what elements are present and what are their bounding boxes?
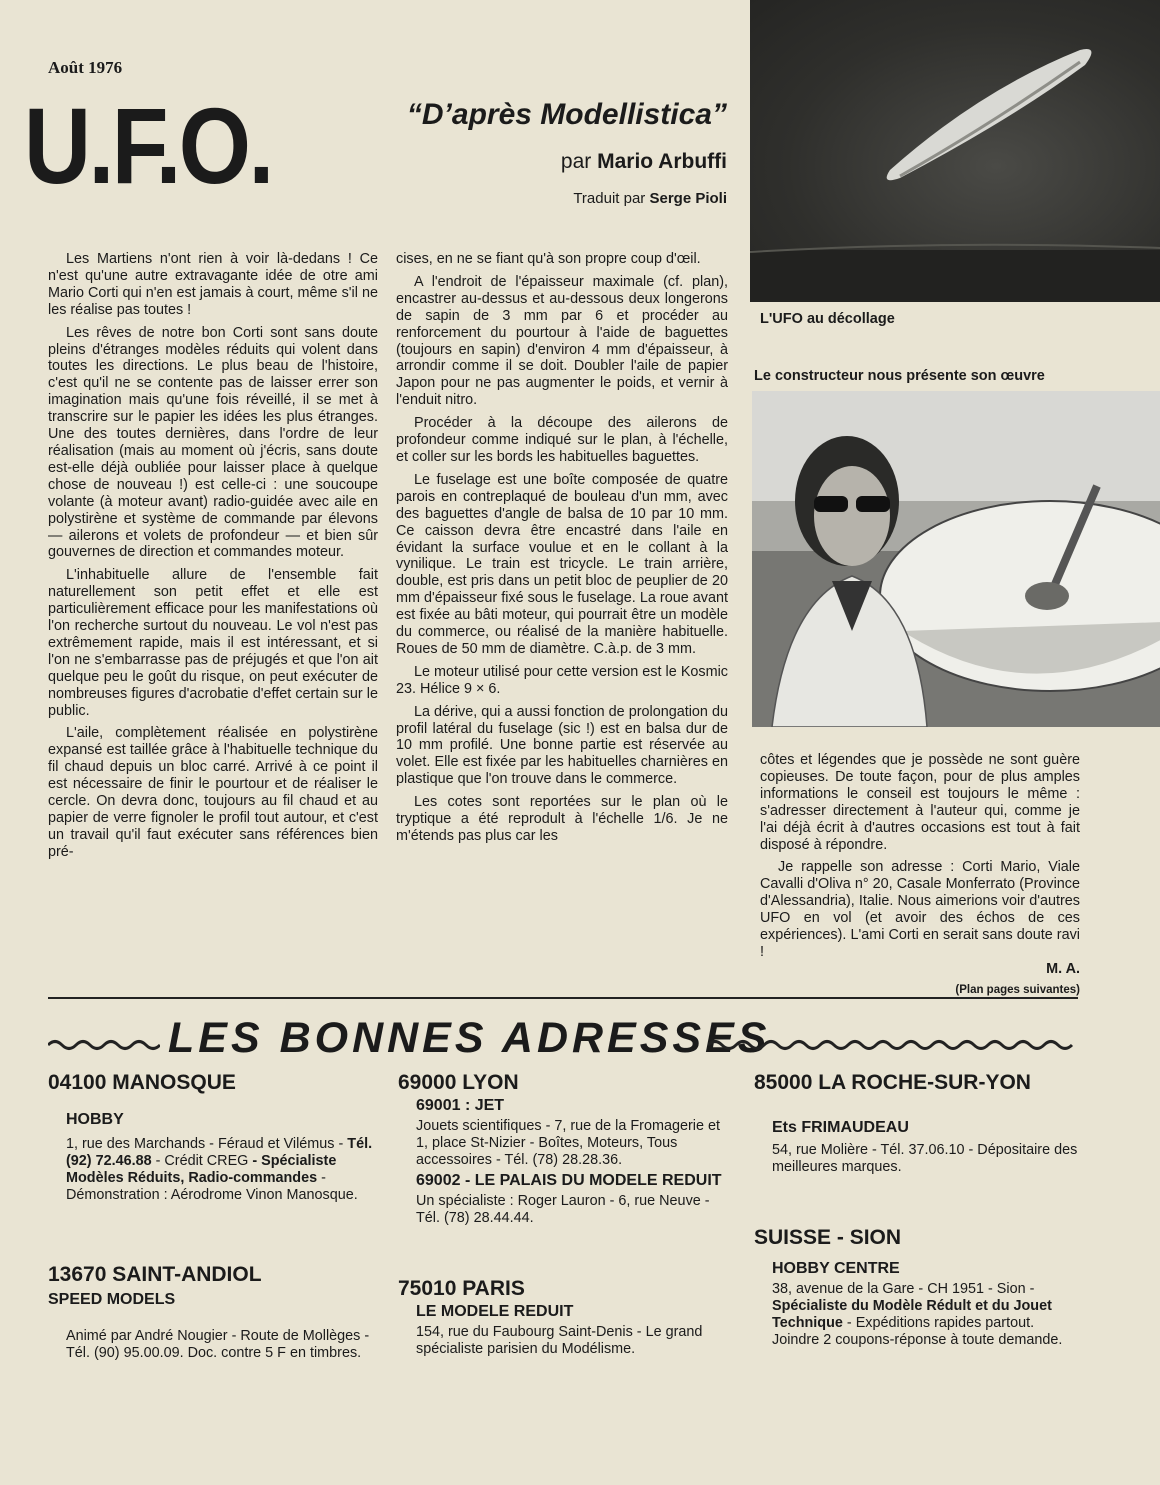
article-column-3 [760, 752, 1080, 1005]
right-wave-ornament [708, 1038, 1078, 1052]
signature: M. A. [1046, 960, 1080, 977]
builder-photo [752, 391, 1160, 727]
translator-line [452, 190, 727, 207]
ad-paris [398, 1276, 728, 1358]
continued-note: (Plan pages suivantes) [955, 983, 1080, 996]
paragraph: Procéder à la découpe des ailerons de profondeur comme indiqué sur le plan, à l'échelle, et coller sur les bords les habituelles baguettes. [396, 415, 728, 465]
paragraph: A l'endroit de l'épaisseur maximale (cf. plan), encastrer au-dessus et au-dessous deux longerons de sapin de 3 mm par 6 et procéder au renforcement du pourtour à l'aide de baguettes (toujours en sapin) d'environ 4 mm d'épaisseur, à arrondir comme il se doit. Doubler l'aile de papier Japon pour ne pas augmenter le poids, et vernir à l'enduit nitro. [396, 273, 728, 409]
paragraph: Je rappelle son adresse : Corti Mario, Viale Cavalli d'Oliva n° 20, Casale Monferrato (Province d'Alessandria), Italie. Nous aimerions voir d'autres UFO en vol (et avoir des échos de ces expériences). L'ami Corti en serait sans doute ravi ! [760, 859, 1080, 960]
article-subtitle: “D’après Modellistica” [406, 98, 727, 131]
translator-name: Serge Pioli [649, 190, 727, 207]
ufo-takeoff-illustration [750, 0, 1160, 302]
paragraph: Les rêves de notre bon Corti sont sans doute pleins d'étranges modèles réduits qui volent dans toutes les directions. Le plus beau de l'histoire, c'est qu'il ne se contente pas de laisser errer son imagination mais qu'une fois réveillé, il se met à transcrire sur le papier les idées les plus étranges. Une des toutes dernières, dans l'ordre de leur réalisation (mais au moment où j'écris, sans doute est-elle déjà oubliée pour laisser place à quelque chose de nouveau !) est celle-ci : une soucoupe volante (à moteur avant) radio-guidée avec aile en polystirène et système de commande par élevons — ailerons et volets de profondeur — et bien sûr gouvernes de direction et commandes moteur. [48, 324, 378, 561]
author-prefix: par [560, 150, 592, 173]
article-column-1 [48, 251, 378, 867]
paragraph: Le moteur utilisé pour cette version est le Kosmic 23. Hélice 9 × 6. [396, 663, 728, 697]
ad-shop: SPEED MODELS [48, 1291, 176, 1308]
ad-manosque [48, 1070, 378, 1204]
paragraph: Le fuselage est une boîte composée de quatre parois en contreplaqué de bouleau d'un mm, avec des baguettes d'angle de balsa de 10 par 10 mm. Ce caisson devra être encastré dans l'aile en évidant la surface voulue et en le collant à la vynilique. Le train est tricycle. Le train arrière, double, est pris dans un petit bloc de peuplier de 20 mm d'épaisseur fixé sous le fuselage. La roue avant est fixée au bâti moteur, qui pourrait être un modèle du commerce, ou réalisé de la manière habituelle. Roues de 50 mm de diamètre. C.à.p. de 3 mm. [396, 471, 728, 657]
photo-caption-takeoff: L'UFO au décollage [760, 311, 895, 327]
ad-saint-andiol [48, 1262, 378, 1362]
ad-body: Un spécialiste : Roger Lauron - 6, rue Neuve - Tél. (78) 28.44.44. [416, 1192, 710, 1226]
paragraph: L'aile, complètement réalisée en polystirène expansé est taillée grâce à l'habituelle technique du fil chaud depuis un bloc carré. Arrivé à ce point il est nécessaire de finir le pourtour et de réaliser le cercle. On devra donc, toujours au fil chaud et au papier de verre fignoler le profil tout autour, et c'est un travail qu'il faut exécuter sans références bien pré- [48, 725, 378, 860]
section-header [48, 1012, 1078, 1068]
ad-sion [754, 1225, 1080, 1349]
ad-shop: Ets FRIMAUDEAU [772, 1119, 909, 1136]
ad-body: Jouets scientifiques - 7, rue de la Fromagerie et 1, place St-Nizier - Boîtes, Moteurs, Tous accessoires - Tél. (78) 28.28.36. [416, 1118, 720, 1168]
ad-shop: LE MODELE REDUIT [416, 1303, 574, 1320]
section-divider [48, 997, 1078, 999]
translator-prefix: Traduit par [573, 190, 646, 207]
ad-shop: 69001 : JET [416, 1097, 505, 1114]
ufo-takeoff-photo [750, 0, 1160, 302]
builder-with-ufo-illustration [752, 391, 1160, 727]
ad-city: SUISSE - SION [754, 1226, 902, 1249]
ad-city: 85000 LA ROCHE-SUR-YON [754, 1071, 1031, 1094]
ad-city: 04100 MANOSQUE [48, 1071, 236, 1094]
ad-shop: HOBBY [66, 1111, 124, 1128]
ad-shop: 69002 - LE PALAIS DU MODELE REDUIT [416, 1171, 722, 1189]
paragraph: L'inhabituelle allure de l'ensemble fait naturellement son petit effet et elle est particulièrement efficace pour les manifestations où l'on recherche surtout du nouveau. Le vol n'est pas extrêmement rapide, mais il est intéressant, et si l'on ne s'embarrasse pas de préjugés et que l'on ait quelque peu le goût du risque, on peut exécuter de nombreuses figures d'acrobatie d'effet certain sur le public. [48, 567, 378, 719]
ad-body: 54, rue Molière - Tél. 37.06.10 - Dépositaire des meilleures marques. [772, 1142, 1078, 1175]
ad-city: 13670 SAINT-ANDIOL [48, 1263, 262, 1286]
article-title: U.F.O. [24, 85, 272, 206]
section-title: LES BONNES ADRESSES [168, 1014, 771, 1062]
author-line [452, 150, 727, 174]
paragraph: Les Martiens n'ont rien à voir là-dedans ! Ce n'est qu'une autre extravagante idée de otre ami Mario Corti qui n'en est jamais à court, même s'il ne les réalise pas toutes ! [48, 251, 378, 318]
ad-city: 69000 LYON [398, 1071, 519, 1094]
issue-date: Août 1976 [48, 58, 123, 77]
ad-body: 1, rue des Marchands - Féraud et Vilémus - Tél. (92) 72.46.88 - Crédit CREG - Spécialiste Modèles Réduits, Radio-commandes - Démonstration : Aérodrome Vinon Manosque. [66, 1136, 373, 1203]
ad-lyon [398, 1070, 728, 1227]
photo-caption-builder: Le constructeur nous présente son œuvre [754, 368, 1045, 384]
left-wave-ornament [48, 1038, 160, 1052]
paragraph: cises, en ne se fiant qu'à son propre coup d'œil. [396, 251, 701, 267]
ad-body: Animé par André Nougier - Route de Mollèges - Tél. (90) 95.00.09. Doc. contre 5 F en timbres. [66, 1328, 370, 1361]
paragraph: La dérive, qui a aussi fonction de prolongation du profil latéral du fuselage (sic !) est en balsa dur de 10 mm profilé. Une bonne partie est réservée au volet. Elle est fixée par les habituelles charnières en plastique que l'on trouve dans le commerce. [396, 703, 728, 788]
ad-body: 154, rue du Faubourg Saint-Denis - Le grand spécialiste parisien du Modélisme. [416, 1324, 703, 1357]
paragraph: côtes et légendes que je possède ne sont guère copieuses. De toute façon, pour de plus amples informations le conseil est toujours le même : s'adresser directement à l'auteur qui, comme je l'ai déjà écrit à d'autres occasions est tout à fait disposé à répondre. [760, 752, 1080, 853]
author-name: Mario Arbuffi [597, 150, 727, 173]
article-column-2 [396, 251, 728, 851]
ad-city: 75010 PARIS [398, 1277, 525, 1300]
ad-shop: HOBBY CENTRE [772, 1260, 900, 1277]
paragraph: Les cotes sont reportées sur le plan où le tryptique a été reprodult à l'échelle 1/6. Je ne m'étends pas plus car les [396, 794, 728, 844]
ad-la-roche [754, 1070, 1080, 1176]
ad-body: 38, avenue de la Gare - CH 1951 - Sion - Spécialiste du Modèle Rédult et du Jouet Technique - Expéditions rapides partout. Joindre 2 coupons-réponse à toute demande. [772, 1281, 1063, 1348]
